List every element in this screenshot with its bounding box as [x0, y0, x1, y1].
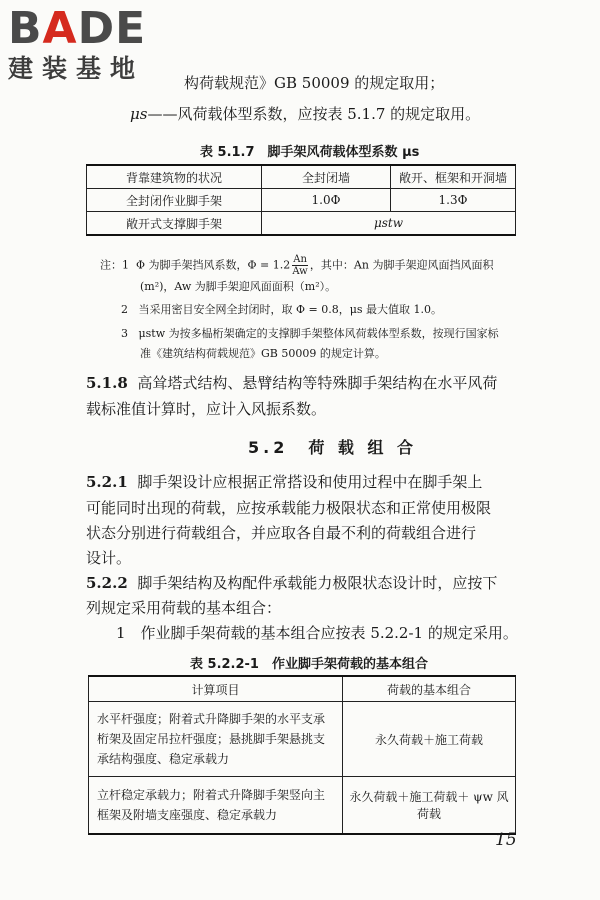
- table2-caption: 表 5.2.2-1 作业脚手架荷载的基本组合: [190, 657, 428, 672]
- note-3: 3 μstw 为按多榀桁架确定的支撑脚手架整体风荷载体型系数，按现行国家标: [121, 327, 499, 340]
- logo-wordmark: BADE: [8, 3, 147, 54]
- table-header-row: 背靠建筑物的状况 全封闭墙 敞开、框架和开洞墙: [87, 165, 516, 189]
- fraction: $\frac{An}{Aw}$: [292, 254, 308, 277]
- table-wind-coefficients: [86, 164, 516, 236]
- table-row: 水平杆强度；附着式升降脚手架的水平支承桁架及固定吊拉杆强度；悬挑脚手架悬挑支承结构强度、稳定承载力 永久荷载＋施工荷载: [89, 702, 516, 777]
- logo-subtitle: 建装基地: [8, 54, 145, 83]
- section-heading: 5.2 荷 载 组 合: [248, 438, 418, 457]
- table-header-row: 计算项目 荷载的基本组合: [89, 676, 516, 702]
- note-2: 2 当采用密目安全网全封闭时，取 Φ = 0.8，μs 最大值取 1.0。: [121, 303, 442, 316]
- page-number: 15: [495, 830, 517, 850]
- note-3-cont: 准《建筑结构荷载规范》GB 50009 的规定计算。: [140, 347, 386, 360]
- clause-5-2-1-line4: 设计。: [86, 549, 132, 567]
- brand-logo: [8, 3, 147, 84]
- note-1-cont: (m²)，Aw 为脚手架迎风面面积（m²）。: [140, 280, 337, 293]
- clause-5-1-8-cont: 载标准值计算时，应计入风振系数。: [86, 400, 327, 418]
- clause-5-2-2-item1: 1 作业脚手架荷载的基本组合应按表 5.2.2-1 的规定采用。: [116, 624, 518, 642]
- clause-5-2-1: 5.2.1 脚手架设计应根据正常搭设和使用过程中在脚手架上: [86, 473, 483, 491]
- intro-line-1: 构荷载规范》GB 50009 的规定取用；: [184, 74, 445, 92]
- clause-5-1-8: 5.1.8 高耸塔式结构、悬臂结构等特殊脚手架结构在水平风荷: [86, 374, 498, 392]
- table-load-combination: [88, 675, 516, 835]
- table-row: 敞开式支撑脚手架 μstw: [87, 212, 516, 236]
- clause-5-2-2-line2: 列规定采用荷载的基本组合：: [86, 599, 282, 617]
- table-caption: 表 5.1.7 脚手架风荷载体型系数 μs: [200, 145, 420, 160]
- table-row: 立杆稳定承载力；附着式升降脚手架竖向主框架及附墙支座强度、稳定承载力 永久荷载＋施工荷载＋ ψw 风荷载: [89, 777, 516, 835]
- table-row: 全封闭作业脚手架 1.0Φ 1.3Φ: [87, 189, 516, 212]
- note-1: 注：1 Φ 为脚手架挡风系数，Φ = 1.2 $\frac{An}{Aw}$ ，其中：An 为脚手架迎风面挡风面积: [100, 254, 494, 277]
- clause-5-2-1-line3: 状态分别进行荷载组合，并应取各自最不利的荷载组合进行: [86, 524, 477, 542]
- clause-5-2-2: 5.2.2 脚手架结构及构配件承载能力极限状态设计时，应按下: [86, 574, 498, 592]
- intro-line-2: μs——风荷载体型系数，应按表 5.1.7 的规定取用。: [130, 105, 481, 123]
- clause-5-2-1-line2: 可能同时出现的荷载，应按承载能力极限状态和正常使用极限: [86, 499, 492, 517]
